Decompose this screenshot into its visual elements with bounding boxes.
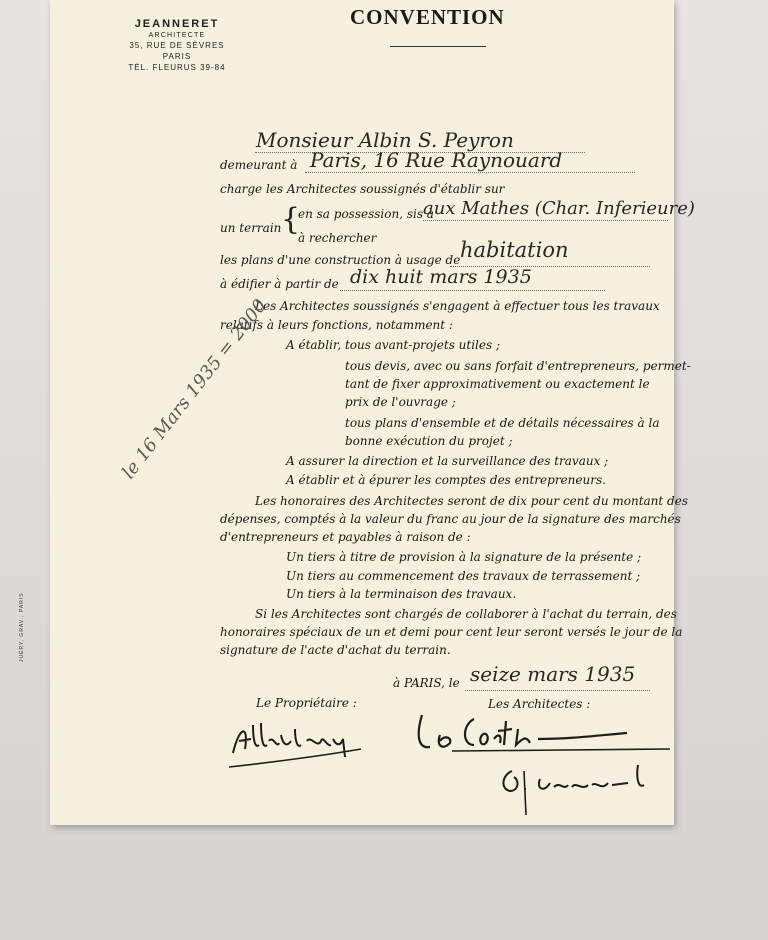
- possession-label: en sa possession, sis à: [298, 207, 434, 221]
- letterhead: [112, 18, 242, 72]
- letterhead-address: 35, RUE DE SÈVRES: [129, 41, 225, 50]
- client-name: Monsieur Albin S. Peyron: [256, 128, 514, 152]
- brace-symbol: {: [281, 202, 301, 237]
- residence-value: Paris, 16 Rue Raynouard: [310, 148, 563, 172]
- item-1a-line-3: prix de l'ouvrage ;: [345, 395, 456, 409]
- item-1a-line-1: tous devis, avec ou sans forfait d'entrepreneurs, permet-: [345, 359, 691, 373]
- item-1b-line-2: bonne exécution du projet ;: [345, 434, 513, 448]
- fees-line-3: d'entrepreneurs et payables à raison de :: [220, 530, 471, 544]
- charge-text: charge les Architectes soussignés d'établir sur: [220, 182, 505, 196]
- owner-signature: [225, 705, 365, 775]
- payment-1: Un tiers à titre de provision à la signature de la présente ;: [286, 550, 642, 564]
- item-1: A établir, tous avant-projets utiles ;: [286, 338, 501, 352]
- margin-pencil-note: le 16 Mars 1935 = 2000: [118, 295, 271, 483]
- payment-2: Un tiers au commencement des travaux de terrassement ;: [286, 569, 641, 583]
- residence-line: [305, 172, 635, 173]
- payment-3: Un tiers à la terminaison des travaux.: [286, 587, 517, 601]
- item-2: A assurer la direction et la surveillance des travaux ;: [286, 454, 609, 468]
- letterhead-name: JEANNERET: [134, 18, 220, 30]
- document-page: [50, 0, 695, 825]
- engage-line-1: Les Architectes soussignés s'engagent à effectuer tous les travaux: [255, 299, 660, 313]
- title-underline: [390, 46, 486, 47]
- start-date-line: [340, 290, 605, 291]
- fees-line-2: dépenses, comptés à la valeur du franc au jour de la signature des marchés: [220, 512, 681, 526]
- owner-label: Le Propriétaire :: [256, 696, 357, 710]
- signing-date-line: [465, 690, 650, 691]
- item-1b-line-1: tous plans d'ensemble et de détails nécessaires à la: [345, 416, 660, 430]
- document-title: CONVENTION: [350, 5, 505, 29]
- item-3: A établir et à épurer les comptes des entrepreneurs.: [286, 473, 606, 487]
- fees-line-1: Les honoraires des Architectes seront de dix pour cent du montant des: [255, 494, 688, 508]
- location-line: [423, 220, 668, 221]
- usage-value: habitation: [460, 238, 569, 262]
- land-line-1: Si les Architectes sont chargés de collaborer à l'achat du terrain, des: [255, 607, 677, 621]
- start-date-value: dix huit mars 1935: [350, 266, 532, 288]
- item-1a-line-2: tant de fixer approximativement ou exactement le: [345, 377, 650, 391]
- terrain-label: un terrain: [220, 221, 282, 235]
- signing-date: seize mars 1935: [470, 662, 636, 686]
- architects-signatures: [412, 705, 672, 820]
- residence-label: demeurant à: [220, 158, 298, 172]
- land-line-2: honoraires spéciaux de un et demi pour cent leur seront versés le jour de la: [220, 625, 683, 639]
- architects-label: Les Architectes :: [488, 697, 591, 711]
- letterhead-phone: TÉL. FLEURUS 39-84: [128, 63, 226, 72]
- plans-label: les plans d'une construction à usage de: [220, 253, 461, 267]
- letterhead-city: PARIS: [162, 52, 192, 61]
- search-label: à rechercher: [298, 231, 377, 245]
- letterhead-title: ARCHITECTE: [148, 32, 206, 39]
- start-label: à édifier à partir de: [220, 277, 339, 291]
- location-value: aux Mathes (Char. Inferieure): [423, 198, 695, 219]
- place-label: à PARIS, le: [393, 676, 460, 690]
- land-line-3: signature de l'acte d'achat du terrain.: [220, 643, 451, 657]
- printer-mark: JUÉRY, GRAV., PARIS: [19, 592, 25, 662]
- engage-line-2: relatifs à leurs fonctions, notamment :: [220, 318, 453, 332]
